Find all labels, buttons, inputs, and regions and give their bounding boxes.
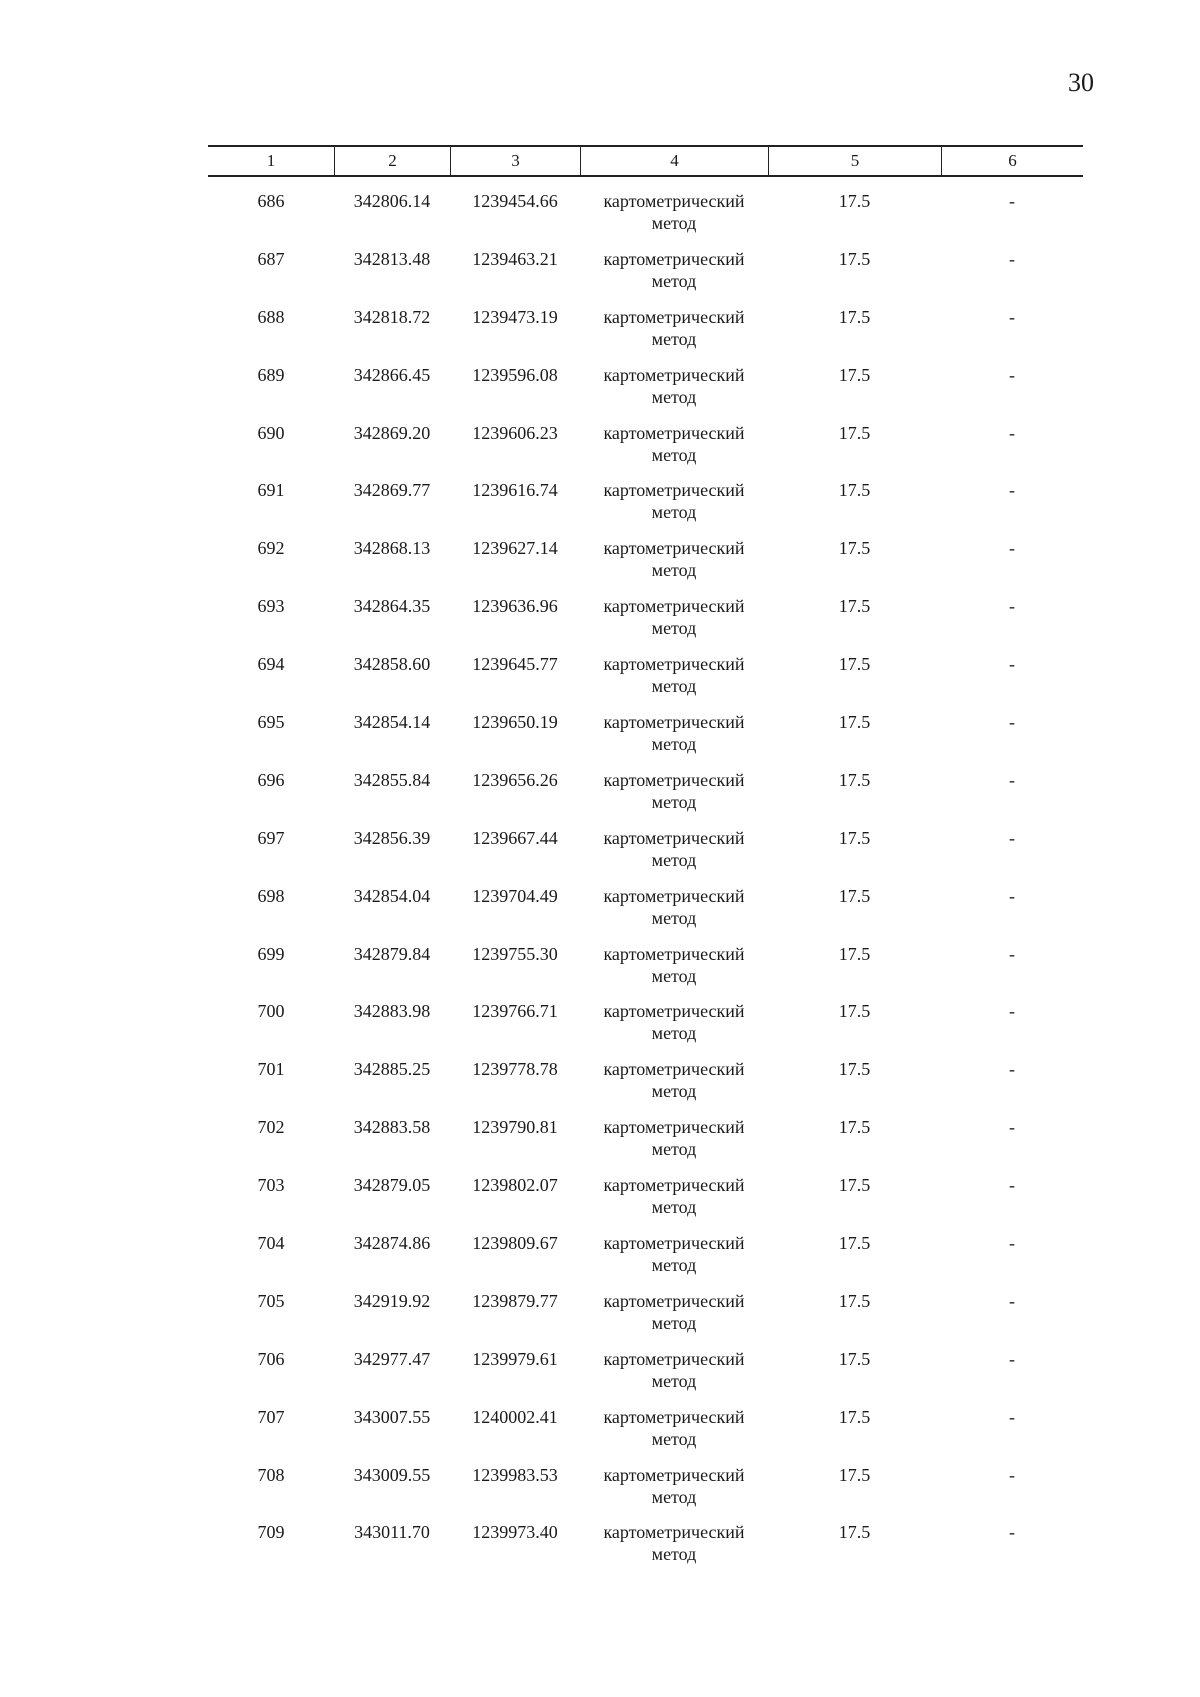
- column-header-4: 4: [580, 147, 768, 175]
- method-line-1: картометрический: [603, 364, 745, 385]
- method-line-2: метод: [651, 213, 697, 233]
- method-line-2: метод: [651, 965, 697, 986]
- method-line-2: метод: [651, 1197, 697, 1218]
- note-cell: -: [1009, 943, 1015, 964]
- note-cell: -: [1009, 306, 1015, 327]
- x-coordinate-cell: 342864.35: [353, 596, 431, 617]
- method-line-1: картометрический: [603, 596, 745, 617]
- table-row: [208, 190, 1083, 248]
- x-coordinate-cell: 343007.55: [353, 1406, 431, 1427]
- note-cell: -: [1009, 827, 1015, 848]
- method-cell: [580, 1174, 768, 1232]
- y-coordinate-cell: 1239766.71: [472, 1001, 558, 1022]
- method-cell: [580, 1000, 768, 1058]
- x-coordinate-cell: 342885.25: [353, 1059, 431, 1080]
- point-number-cell: 702: [257, 1117, 285, 1138]
- column-header-1: 1: [266, 151, 276, 170]
- point-number-cell: 686: [257, 191, 285, 211]
- method-line-2: метод: [651, 1428, 697, 1449]
- y-coordinate-cell: 1239790.81: [472, 1117, 558, 1138]
- x-coordinate-cell: 342874.86: [353, 1233, 431, 1254]
- y-coordinate-cell: 1239650.19: [472, 712, 558, 733]
- note-cell: -: [1009, 480, 1015, 501]
- note-cell: -: [1009, 248, 1015, 269]
- method-line-2: метод: [651, 502, 697, 523]
- point-number-cell: 695: [257, 712, 285, 733]
- method-line-2: метод: [651, 1312, 697, 1333]
- y-coordinate-cell: 1239778.78: [472, 1059, 558, 1080]
- x-coordinate-cell: 342868.13: [353, 538, 431, 559]
- method-line-2: метод: [651, 618, 697, 639]
- note-cell: -: [1009, 1406, 1015, 1427]
- x-coordinate-cell: 342818.72: [353, 306, 431, 327]
- y-coordinate-cell: 1239463.21: [472, 248, 558, 269]
- x-coordinate-cell: 342869.77: [353, 480, 431, 501]
- point-number-cell: 689: [257, 364, 285, 385]
- y-coordinate-cell: 1239879.77: [472, 1290, 558, 1311]
- point-number-cell: 703: [257, 1175, 285, 1196]
- y-coordinate-cell: 1239973.40: [472, 1522, 558, 1543]
- method-line-1: картометрический: [603, 191, 745, 211]
- method-cell: [580, 1406, 768, 1464]
- method-line-2: метод: [651, 1255, 697, 1276]
- note-cell: -: [1009, 1001, 1015, 1022]
- method-cell: [580, 1290, 768, 1348]
- method-line-1: картометрический: [603, 1175, 745, 1196]
- method-line-2: метод: [651, 1486, 697, 1507]
- method-cell: [580, 479, 768, 537]
- method-line-1: картометрический: [603, 422, 745, 443]
- note-cell: -: [1009, 885, 1015, 906]
- table-row: [208, 711, 1083, 769]
- y-coordinate-cell: 1239979.61: [472, 1348, 558, 1369]
- y-coordinate-cell: 1240002.41: [472, 1406, 558, 1427]
- method-line-2: метод: [651, 270, 697, 291]
- x-coordinate-cell: 343011.70: [354, 1522, 430, 1543]
- point-number-cell: 704: [257, 1233, 285, 1254]
- method-line-2: метод: [651, 560, 697, 581]
- y-coordinate-cell: 1239983.53: [472, 1464, 558, 1485]
- point-number-cell: 688: [257, 306, 285, 327]
- x-coordinate-cell: 342856.39: [353, 827, 431, 848]
- method-line-2: метод: [651, 907, 697, 928]
- table-row: [208, 306, 1083, 364]
- point-number-cell: 691: [257, 480, 285, 501]
- method-cell: [580, 1058, 768, 1116]
- method-line-1: картометрический: [603, 827, 745, 848]
- table-row: [208, 1232, 1083, 1290]
- table-body: [208, 190, 1083, 1579]
- note-cell: -: [1009, 1348, 1015, 1369]
- accuracy-cell: 17.5: [838, 1348, 871, 1369]
- table-row: [208, 248, 1083, 306]
- table-row: [208, 653, 1083, 711]
- accuracy-cell: 17.5: [838, 885, 871, 906]
- method-cell: [580, 827, 768, 885]
- point-number-cell: 699: [257, 943, 285, 964]
- accuracy-cell: 17.5: [838, 480, 871, 501]
- note-cell: -: [1009, 1522, 1015, 1543]
- accuracy-cell: 17.5: [838, 248, 871, 269]
- method-line-1: картометрический: [603, 1001, 745, 1022]
- method-line-2: метод: [651, 1081, 697, 1102]
- x-coordinate-cell: 342883.98: [353, 1001, 431, 1022]
- method-line-1: картометрический: [603, 1406, 745, 1427]
- table-row: [208, 1000, 1083, 1058]
- x-coordinate-cell: 342879.05: [353, 1175, 431, 1196]
- method-cell: [580, 364, 768, 422]
- coordinates-table: [208, 145, 1083, 1579]
- method-cell: [580, 1116, 768, 1174]
- point-number-cell: 694: [257, 654, 285, 675]
- method-line-1: картометрический: [603, 1233, 745, 1254]
- accuracy-cell: 17.5: [838, 1059, 871, 1080]
- table-header-row: [208, 145, 1083, 177]
- point-number-cell: 708: [257, 1464, 285, 1485]
- accuracy-cell: 17.5: [838, 538, 871, 559]
- accuracy-cell: 17.5: [838, 1290, 871, 1311]
- accuracy-cell: 17.5: [838, 943, 871, 964]
- method-cell: [580, 422, 768, 480]
- method-cell: [580, 1464, 768, 1522]
- point-number-cell: 701: [257, 1059, 285, 1080]
- method-line-1: картометрический: [603, 712, 745, 733]
- point-number-cell: 707: [257, 1406, 285, 1427]
- method-line-1: картометрический: [603, 1522, 745, 1543]
- method-line-2: метод: [651, 386, 697, 407]
- note-cell: -: [1009, 1290, 1015, 1311]
- accuracy-cell: 17.5: [838, 1175, 871, 1196]
- method-cell: [580, 653, 768, 711]
- method-line-2: метод: [651, 1139, 697, 1160]
- y-coordinate-cell: 1239606.23: [472, 422, 558, 443]
- y-coordinate-cell: 1239616.74: [472, 480, 558, 501]
- note-cell: -: [1009, 769, 1015, 790]
- note-cell: -: [1009, 1233, 1015, 1254]
- y-coordinate-cell: 1239454.66: [472, 191, 558, 211]
- y-coordinate-cell: 1239596.08: [472, 364, 558, 385]
- table-row: [208, 943, 1083, 1001]
- accuracy-cell: 17.5: [838, 422, 871, 443]
- method-line-1: картометрический: [603, 654, 745, 675]
- accuracy-cell: 17.5: [838, 191, 871, 211]
- point-number-cell: 709: [257, 1522, 285, 1543]
- method-cell: [580, 769, 768, 827]
- method-cell: [580, 711, 768, 769]
- method-line-1: картометрический: [603, 1117, 745, 1138]
- method-cell: [580, 1521, 768, 1579]
- y-coordinate-cell: 1239809.67: [472, 1233, 558, 1254]
- table-row: [208, 595, 1083, 653]
- accuracy-cell: 17.5: [838, 596, 871, 617]
- x-coordinate-cell: 342854.14: [353, 712, 431, 733]
- accuracy-cell: 17.5: [838, 1233, 871, 1254]
- column-header-3: 3: [450, 147, 580, 175]
- table-row: [208, 1174, 1083, 1232]
- accuracy-cell: 17.5: [838, 769, 871, 790]
- accuracy-cell: 17.5: [838, 1117, 871, 1138]
- x-coordinate-cell: 342806.14: [353, 191, 431, 211]
- method-cell: [580, 537, 768, 595]
- table-row: [208, 364, 1083, 422]
- accuracy-cell: 17.5: [838, 827, 871, 848]
- table-row: [208, 1058, 1083, 1116]
- page-number: 30: [1068, 68, 1094, 97]
- accuracy-cell: 17.5: [838, 306, 871, 327]
- table-row: [208, 479, 1083, 537]
- x-coordinate-cell: 342813.48: [353, 248, 431, 269]
- x-coordinate-cell: 342854.04: [353, 885, 431, 906]
- method-line-1: картометрический: [603, 306, 745, 327]
- table-row: [208, 1116, 1083, 1174]
- note-cell: -: [1009, 538, 1015, 559]
- x-coordinate-cell: 342855.84: [353, 769, 431, 790]
- method-line-1: картометрический: [603, 1348, 745, 1369]
- y-coordinate-cell: 1239627.14: [472, 538, 558, 559]
- table-row: [208, 537, 1083, 595]
- note-cell: -: [1009, 1175, 1015, 1196]
- accuracy-cell: 17.5: [838, 364, 871, 385]
- accuracy-cell: 17.5: [838, 1522, 871, 1543]
- method-cell: [580, 1232, 768, 1290]
- x-coordinate-cell: 342869.20: [353, 422, 431, 443]
- table-row: [208, 885, 1083, 943]
- point-number-cell: 687: [257, 248, 285, 269]
- method-cell: [580, 595, 768, 653]
- accuracy-cell: 17.5: [838, 1464, 871, 1485]
- x-coordinate-cell: 342866.45: [353, 364, 431, 385]
- method-cell: [580, 190, 768, 248]
- note-cell: -: [1009, 1464, 1015, 1485]
- y-coordinate-cell: 1239704.49: [472, 885, 558, 906]
- y-coordinate-cell: 1239802.07: [472, 1175, 558, 1196]
- method-line-2: метод: [651, 1544, 697, 1565]
- method-line-2: метод: [651, 444, 697, 465]
- method-cell: [580, 885, 768, 943]
- note-cell: -: [1009, 364, 1015, 385]
- point-number-cell: 690: [257, 422, 285, 443]
- note-cell: -: [1009, 596, 1015, 617]
- point-number-cell: 692: [257, 538, 285, 559]
- accuracy-cell: 17.5: [838, 1406, 871, 1427]
- y-coordinate-cell: 1239645.77: [472, 654, 558, 675]
- x-coordinate-cell: 342883.58: [353, 1117, 431, 1138]
- y-coordinate-cell: 1239667.44: [472, 827, 558, 848]
- table-row: [208, 422, 1083, 480]
- y-coordinate-cell: 1239473.19: [472, 306, 558, 327]
- method-line-1: картометрический: [603, 248, 745, 269]
- method-line-2: метод: [651, 328, 697, 349]
- point-number-cell: 706: [257, 1348, 285, 1369]
- x-coordinate-cell: 343009.55: [353, 1464, 431, 1485]
- method-line-1: картометрический: [603, 943, 745, 964]
- table-row: [208, 1290, 1083, 1348]
- method-line-1: картометрический: [603, 1464, 745, 1485]
- method-line-2: метод: [651, 791, 697, 812]
- note-cell: -: [1009, 712, 1015, 733]
- y-coordinate-cell: 1239636.96: [472, 596, 558, 617]
- method-cell: [580, 306, 768, 364]
- note-cell: -: [1009, 422, 1015, 443]
- x-coordinate-cell: 342977.47: [353, 1348, 431, 1369]
- x-coordinate-cell: 342919.92: [353, 1290, 431, 1311]
- point-number-cell: 705: [257, 1290, 285, 1311]
- y-coordinate-cell: 1239755.30: [472, 943, 558, 964]
- column-header-5: 5: [768, 147, 941, 175]
- method-line-1: картометрический: [603, 1059, 745, 1080]
- table-row: [208, 1521, 1083, 1579]
- table-row: [208, 1464, 1083, 1522]
- method-line-1: картометрический: [603, 769, 745, 790]
- column-header-2: 2: [334, 147, 450, 175]
- method-line-2: метод: [651, 1023, 697, 1044]
- note-cell: -: [1009, 191, 1015, 211]
- accuracy-cell: 17.5: [838, 1001, 871, 1022]
- note-cell: -: [1009, 654, 1015, 675]
- note-cell: -: [1009, 1117, 1015, 1138]
- method-line-1: картометрический: [603, 885, 745, 906]
- method-line-1: картометрический: [603, 480, 745, 501]
- point-number-cell: 697: [257, 827, 285, 848]
- method-cell: [580, 1348, 768, 1406]
- method-line-2: метод: [651, 676, 697, 697]
- point-number-cell: 698: [257, 885, 285, 906]
- method-line-1: картометрический: [603, 1290, 745, 1311]
- method-line-2: метод: [651, 734, 697, 755]
- y-coordinate-cell: 1239656.26: [472, 769, 558, 790]
- point-number-cell: 700: [257, 1001, 285, 1022]
- method-cell: [580, 943, 768, 1001]
- method-line-2: метод: [651, 1370, 697, 1391]
- note-cell: -: [1009, 1059, 1015, 1080]
- method-line-1: картометрический: [603, 538, 745, 559]
- x-coordinate-cell: 342858.60: [353, 654, 431, 675]
- x-coordinate-cell: 342879.84: [353, 943, 431, 964]
- point-number-cell: 696: [257, 769, 285, 790]
- table-row: [208, 1406, 1083, 1464]
- column-header-6: 6: [941, 147, 1083, 175]
- accuracy-cell: 17.5: [838, 712, 871, 733]
- method-cell: [580, 248, 768, 306]
- table-row: [208, 1348, 1083, 1406]
- table-row: [208, 827, 1083, 885]
- point-number-cell: 693: [257, 596, 285, 617]
- table-row: [208, 769, 1083, 827]
- method-line-2: метод: [651, 849, 697, 870]
- accuracy-cell: 17.5: [838, 654, 871, 675]
